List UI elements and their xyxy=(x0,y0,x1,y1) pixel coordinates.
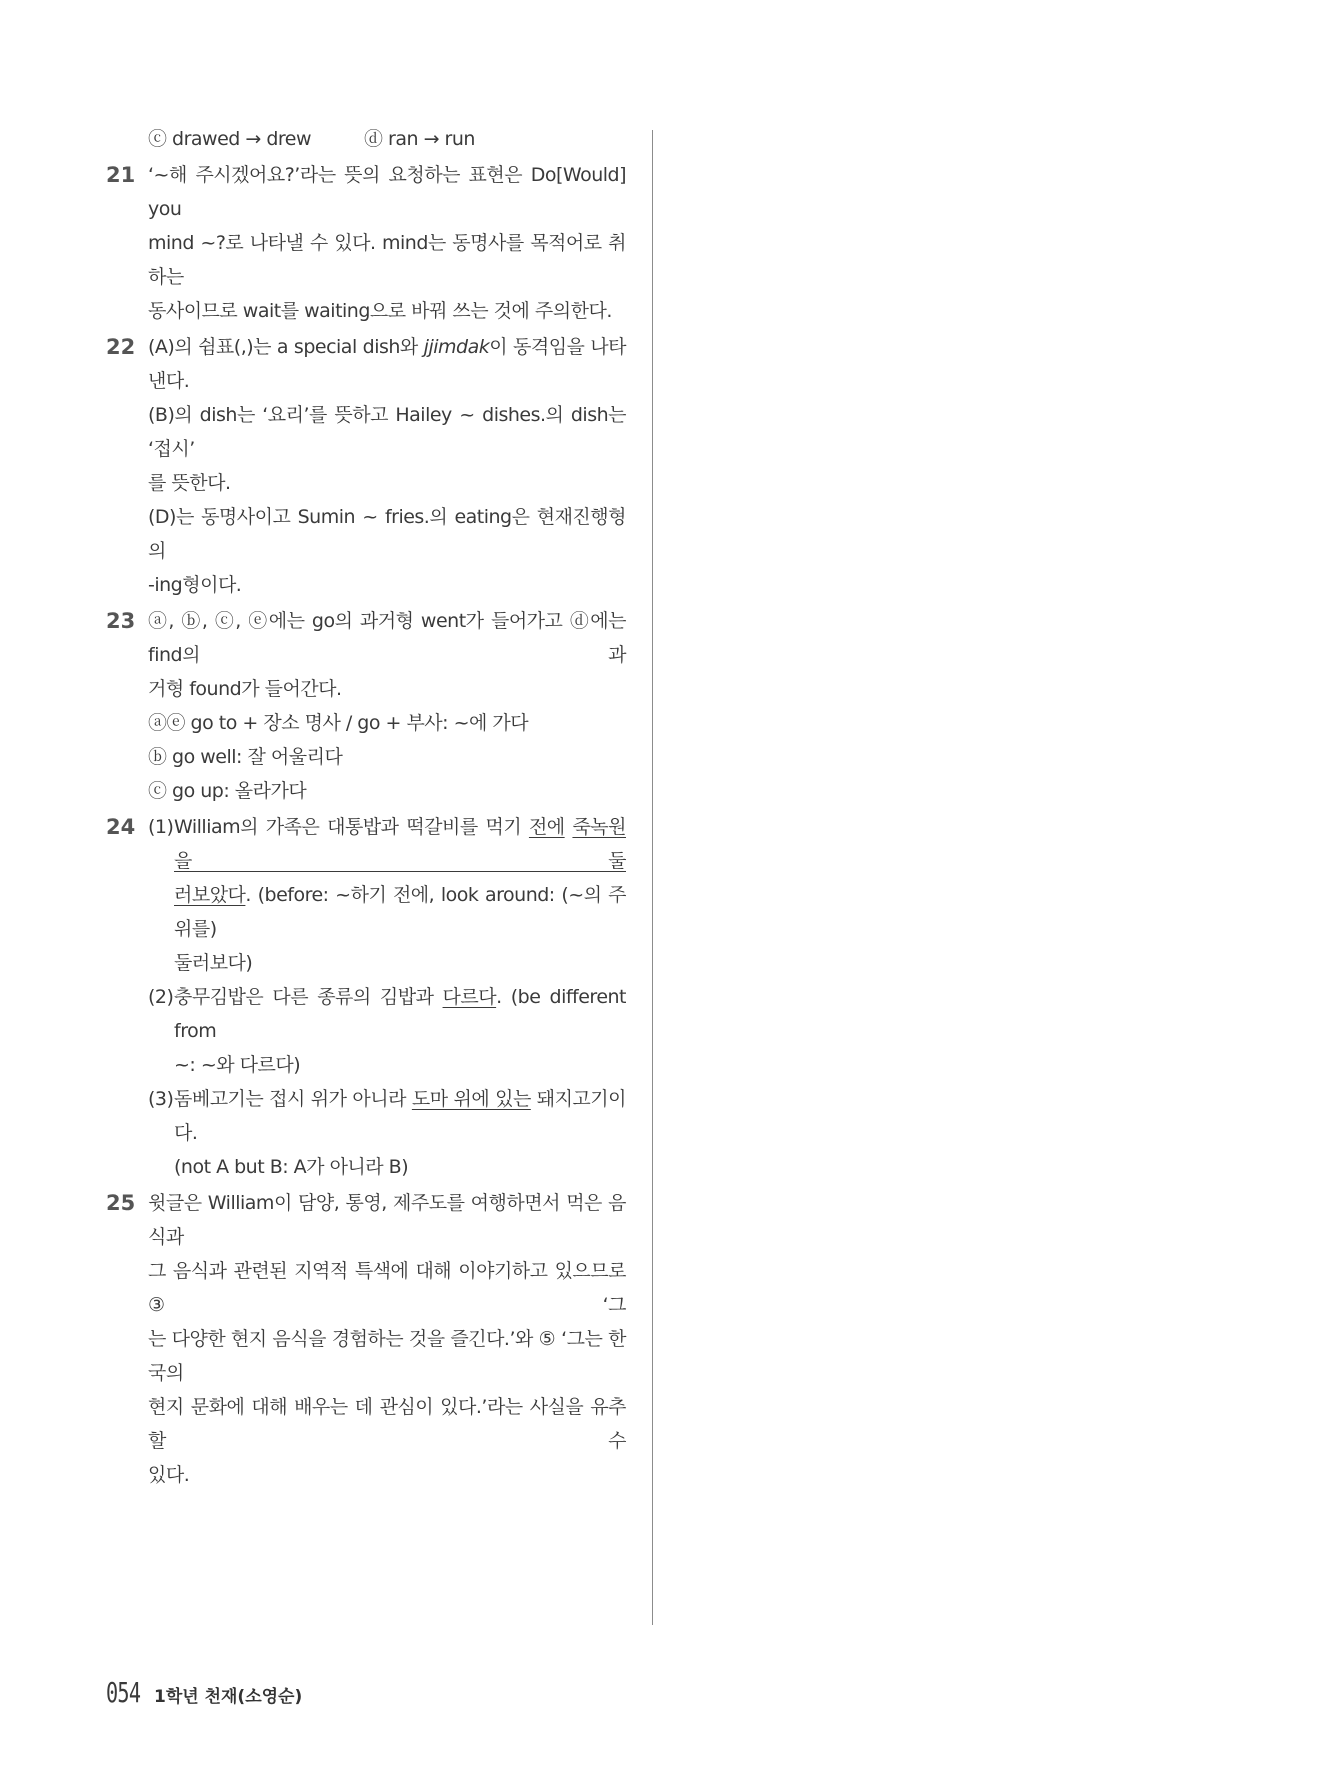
italic-term: jjimdak xyxy=(423,336,490,358)
question-25 xyxy=(106,1186,626,1492)
book-title: 1학년 천재(소영순) xyxy=(154,1687,303,1707)
question-number: 21 xyxy=(106,163,136,187)
text-span: 이 동격임을 나타낸다. xyxy=(148,336,627,392)
text-span: . (before: ~하기 전에, look around: (~의 주위를) xyxy=(174,884,626,940)
question-22 xyxy=(106,330,626,602)
question-number: 22 xyxy=(106,335,136,359)
text-line: ⓐⓔ go to + 장소 명사 / go + 부사: ~에 가다 xyxy=(148,712,529,734)
column-divider xyxy=(652,130,653,1625)
text-line: ‘~해 주시겠어요?’라는 뜻의 요청하는 표현은 Do[Would] you xyxy=(148,164,626,220)
text-line: 동사이므로 wait를 waiting으로 바꿔 쓰는 것에 주의한다. xyxy=(148,300,612,322)
answer-c: ⓒ drawed → drew xyxy=(148,128,312,150)
question-24 xyxy=(106,810,626,1184)
text-span: 충무김밥은 다른 종류의 김밥과 xyxy=(174,986,443,1008)
sub-answer-2 xyxy=(148,980,626,1082)
text-line: -ing형이다. xyxy=(148,574,242,596)
text-line: 윗글은 William이 담양, 통영, 제주도를 여행하면서 먹은 음식과 xyxy=(148,1192,626,1248)
text-line: 현지 문화에 대해 배우는 데 관심이 있다.’라는 사실을 유추할 수 xyxy=(148,1396,626,1452)
text-line xyxy=(174,1082,626,1150)
text-line: ⓒ go up: 올라가다 xyxy=(148,780,307,802)
text-span: William의 가족은 대통밥과 떡갈비를 먹기 xyxy=(174,816,529,838)
text-line: mind ~?로 나타낼 수 있다. mind는 동명사를 목적어로 취하는 xyxy=(148,232,626,288)
text-line: ⓐ, ⓑ, ⓒ, ⓔ에는 go의 과거형 went가 들어가고 ⓓ에는 find의 과 xyxy=(148,610,626,666)
answer-column xyxy=(106,122,626,1492)
question-23 xyxy=(106,604,626,808)
sub-answer-1 xyxy=(148,810,626,980)
text-line: (B)의 dish는 ‘요리’를 뜻하고 Hailey ~ dishes.의 dish는 ‘접시’ xyxy=(148,404,626,460)
text-line: 를 뜻한다. xyxy=(148,472,231,494)
sub-answer-3 xyxy=(148,1082,626,1184)
answer-row-continued xyxy=(106,122,626,156)
underlined-text: 러보았다 xyxy=(174,884,246,906)
text-line: (D)는 동명사이고 Sumin ~ fries.의 eating은 현재진행형의 xyxy=(148,506,626,562)
sub-label: (1) xyxy=(148,816,174,838)
text-span: 돼지고기이다. xyxy=(174,1088,626,1144)
question-21 xyxy=(106,158,626,328)
page-number: 054 xyxy=(106,1676,141,1709)
text-span: . (be different from xyxy=(174,986,627,1042)
text-line xyxy=(174,810,626,878)
sub-label: (2) xyxy=(148,986,174,1008)
page-footer xyxy=(106,1676,302,1709)
text-line: 둘러보다) xyxy=(174,952,253,974)
underlined-text: 전에 xyxy=(528,816,565,838)
text-line xyxy=(174,980,626,1048)
underlined-text: 죽녹원을 둘 xyxy=(174,816,626,872)
text-line: ⓑ go well: 잘 어울리다 xyxy=(148,746,343,768)
text-line: 는 다양한 현지 음식을 경험하는 것을 즐긴다.’와 ⑤ ‘그는 한국의 xyxy=(148,1328,626,1384)
question-number: 25 xyxy=(106,1191,136,1215)
answer-d: ⓓ ran → run xyxy=(364,128,475,150)
text-span: 돔베고기는 접시 위가 아니라 xyxy=(174,1088,412,1110)
sub-label: (3) xyxy=(148,1088,174,1110)
question-number: 23 xyxy=(106,609,136,633)
text-line: 있다. xyxy=(148,1464,190,1486)
question-number: 24 xyxy=(106,815,136,839)
text-line: ~: ~와 다르다) xyxy=(174,1054,301,1076)
underlined-text: 도마 위에 있는 xyxy=(411,1088,531,1110)
text-span: (A)의 쉼표(,)는 a special dish와 xyxy=(148,336,424,358)
text-line xyxy=(148,330,626,398)
text-line: 거형 found가 들어간다. xyxy=(148,678,342,700)
text-line: (not A but B: A가 아니라 B) xyxy=(174,1156,409,1178)
text-line xyxy=(174,878,626,946)
underlined-text: 다르다 xyxy=(442,986,497,1008)
text-line: 그 음식과 관련된 지역적 특색에 대해 이야기하고 있으므로 ③ ‘그 xyxy=(148,1260,626,1316)
